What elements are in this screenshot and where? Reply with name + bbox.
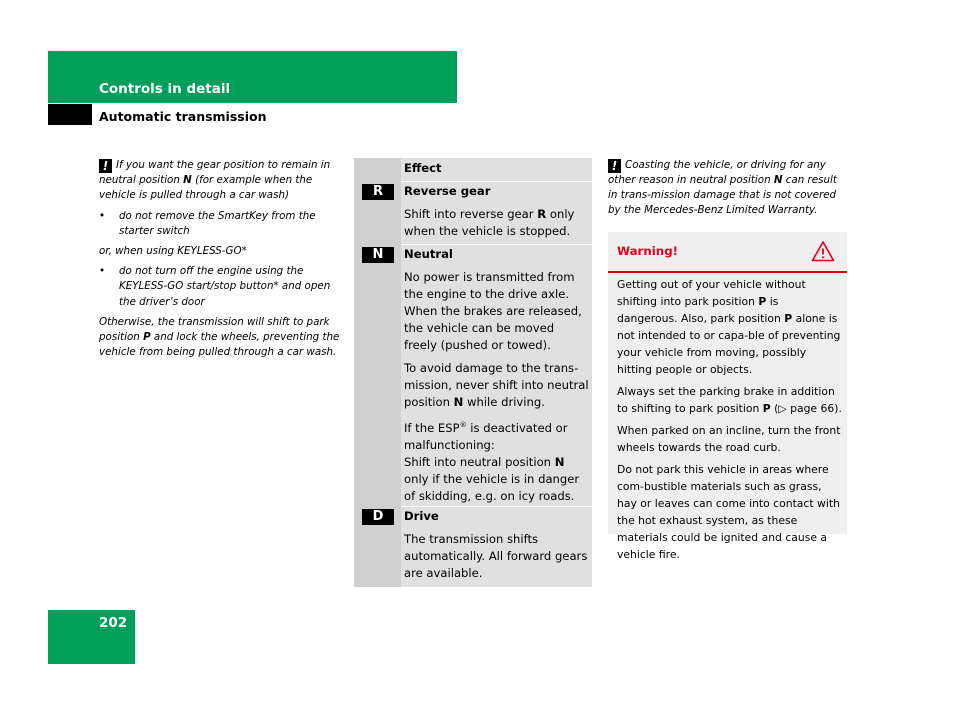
warning-triangle-icon [811, 240, 835, 262]
warning-paragraph: Always set the parking brake in addition to shifting to park position P (▷ page 66). [617, 385, 842, 415]
bullet-icon: • [99, 209, 106, 222]
row-text: To avoid damage to the trans-mission, never shift into neutral position N while driving. [404, 361, 589, 409]
warning-paragraph: When parked on an incline, turn the front wheels towards the road curb. [617, 424, 841, 454]
bullet-item: • do not remove the SmartKey from the starter switch [99, 209, 344, 239]
row-text: The transmission shifts automatically. All forward gears are available. [404, 532, 588, 580]
row-divider [401, 244, 592, 245]
row-title: Reverse gear [404, 184, 491, 198]
notice-icon: ! [99, 159, 112, 173]
bullet-icon: • [99, 265, 106, 278]
row-title: Neutral [404, 247, 453, 261]
gear-key-r: R [362, 184, 394, 200]
gear-key-d: D [362, 509, 394, 525]
gear-position-table [354, 158, 592, 587]
warning-paragraph: Getting out of your vehicle without shifting into park position P is dangerous. Also, park position P alone is not intended to or capa-ble of preventing your vehicle from moving, possibly hitting people or objects. [617, 278, 841, 376]
header-marker [48, 104, 92, 125]
row-divider [401, 506, 592, 507]
warning-divider [608, 271, 847, 273]
page-reference-arrow-icon: ▷ [778, 402, 787, 415]
section-title: Controls in detail [99, 81, 231, 97]
table-header-effect: Effect [404, 161, 442, 175]
outro-paragraph: Otherwise, the transmission will shift to park position P and lock the wheels, preventing the vehicle from being pulled through a car wash. [99, 315, 340, 359]
warning-paragraph: Do not park this vehicle in areas where com-bustible materials such as grass, hay or leaves can come into contact with the hot exhaust system, as these materials could be ignited and cause a vehicle fire. [617, 463, 840, 561]
row-divider [401, 181, 592, 182]
page-number: 202 [99, 615, 128, 631]
subsection-title: Automatic transmission [99, 109, 267, 124]
row-text: Shift into reverse gear R only when the vehicle is stopped. [404, 207, 575, 238]
intro-paragraph: ! If you want the gear position to remain in neutral position N (for example when the vehicle is pulled through a car wash) [99, 159, 331, 202]
or-line: or, when using KEYLESS-GO* [99, 245, 247, 258]
row-title: Drive [404, 509, 439, 523]
right-notice: ! Coasting the vehicle, or driving for any other reason in neutral position N can result in trans-mission damage that is not covered by the Mercedes-Benz Limited Warranty. [608, 159, 837, 216]
row-text: No power is transmitted from the engine to the drive axle. When the brakes are released, the vehicle can be moved freely (pushed or towed). [404, 270, 582, 352]
row-text: If the ESP® is deactivated or malfunctioning: Shift into neutral position N only if the vehicle is in danger of skidding, e.g. on icy roads. [404, 420, 580, 503]
warning-body [617, 276, 842, 568]
bullet-item: • do not turn off the engine using the KEYLESS-GO start/stop button* and open the driver’s door [99, 264, 344, 310]
warning-title: Warning! [617, 244, 679, 258]
warning-box [608, 232, 847, 561]
notice-icon: ! [608, 159, 621, 173]
gear-key-n: N [362, 247, 394, 263]
left-column [99, 158, 344, 365]
